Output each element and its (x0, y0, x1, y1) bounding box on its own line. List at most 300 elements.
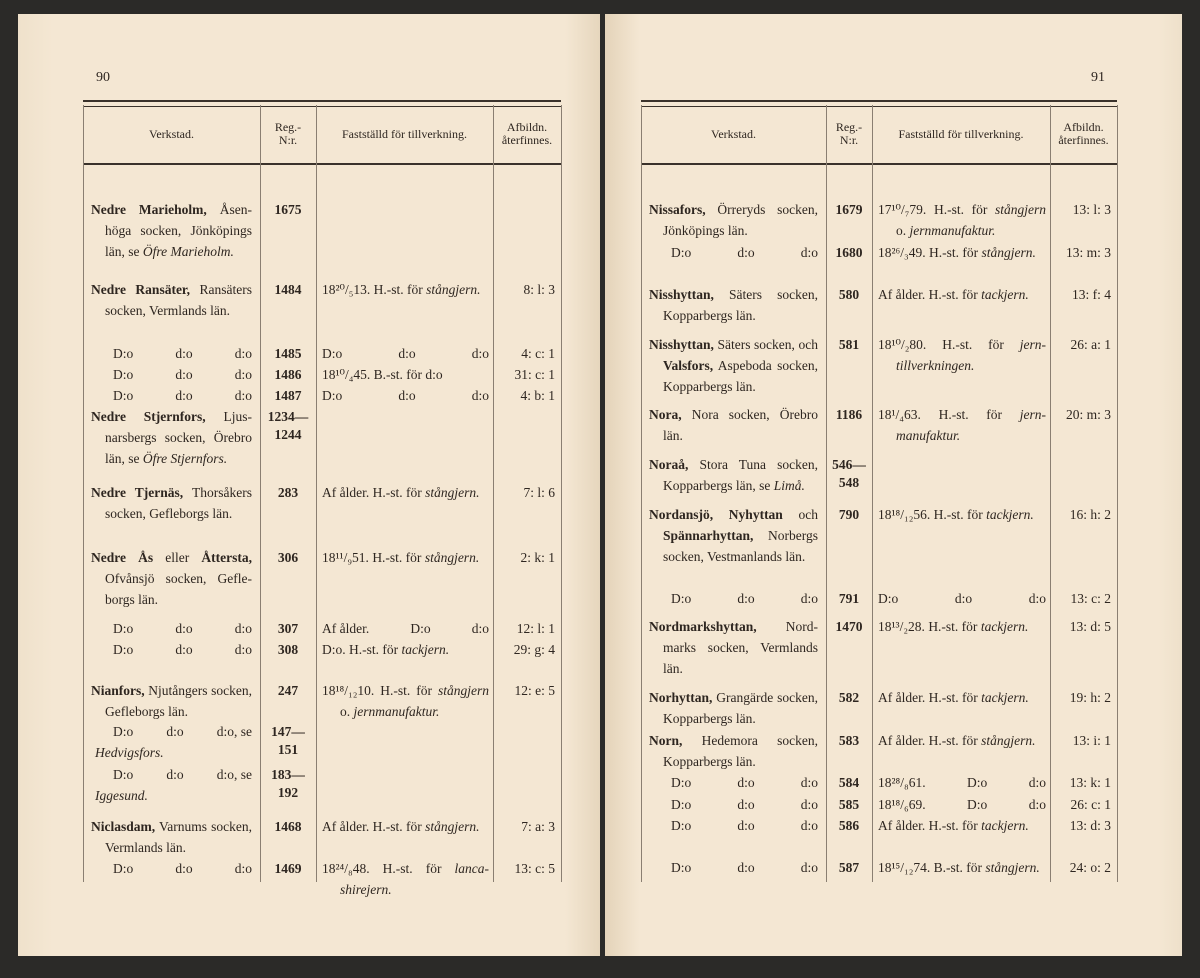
fastst-cell (322, 858, 489, 900)
header-bottom-rule (641, 163, 1117, 165)
product-text: jerntillverkningen. (896, 337, 1047, 373)
left-page (18, 14, 600, 956)
ditto-mark: d:o (800, 797, 818, 812)
location-text: Ljusnarsbergs socken, Örebro län, se (105, 409, 252, 466)
ditto-mark: d:o (954, 591, 973, 606)
header-bottom-rule (83, 163, 561, 165)
fastst-cell (322, 385, 489, 406)
verkstad-text (91, 406, 252, 469)
stamp-type: o. (896, 223, 907, 238)
product-text: stångjern. (426, 282, 481, 297)
afbildn-ref: 2: k: 1 (520, 550, 555, 565)
ditto-mark: d:o (234, 388, 252, 403)
ditto-mark: d:o (234, 621, 252, 636)
column-header-fast: Fastställd för tillverkning. (898, 126, 1024, 141)
fastst-cell (878, 199, 1046, 241)
location-text: och (782, 507, 818, 522)
fastst-text (878, 242, 1046, 263)
stamp-type: H.-st. för (942, 337, 1004, 352)
location-text: Hedemora socken, Kopparbergs län. (663, 733, 818, 769)
verkstad-text (649, 687, 818, 729)
afbildn-ref: 7: l: 6 (523, 485, 555, 500)
ditto-mark: d:o (471, 346, 489, 361)
product-text: stångjern. (981, 733, 1036, 748)
fastst-text (322, 680, 489, 722)
date: Af ålder. (878, 733, 926, 748)
ditto-mark: d:o (471, 621, 489, 636)
verkstad-cell (649, 772, 818, 793)
ditto-mark: d:o (234, 642, 252, 657)
reg-number: 1675 (274, 202, 302, 217)
register-table (641, 100, 1117, 882)
ditto-marks (91, 364, 252, 385)
location-text: Örreryds socken, Jönköpings län. (663, 202, 818, 238)
ditto-mark: D:o (113, 642, 134, 657)
location-text: Nordmarks socken, Vermlands län. (663, 619, 818, 676)
location-text: Ofvånsjö socken, Gefleborgs län. (105, 571, 252, 607)
date: 18²⁶/₃49. (878, 245, 926, 260)
column-header-fast: Fastställd för tillverkning. (342, 126, 467, 141)
works-name: Norhyttan, (649, 690, 713, 705)
see-reference: Iggesund. (95, 788, 148, 803)
product-text: stångjern (995, 202, 1047, 217)
location-text: Grangärde socken, Kopparbergs län. (663, 690, 818, 726)
ditto-mark: D:o (410, 621, 431, 636)
ditto-mark: d:o (737, 860, 755, 875)
fastst-text (322, 364, 489, 385)
stamp-type: H.-st. för (928, 619, 978, 634)
see-reference: Hedvigsfors. (95, 745, 164, 760)
stamp-type: H.-st. för (938, 407, 1003, 422)
ditto-mark: D:o (671, 818, 692, 833)
verkstad-cell (91, 764, 252, 806)
date: 17¹⁰/₇79. (878, 202, 927, 217)
ditto-marks (322, 343, 489, 364)
location-text: Nora socken, Örebro län. (663, 407, 818, 443)
fastst-text (322, 482, 489, 503)
verkstad-cell (649, 404, 818, 446)
column-header-verkstad: Verkstad. (711, 126, 756, 141)
fastst-text (322, 858, 489, 900)
ditto-marks (649, 815, 818, 836)
ditto-mark: d:o (175, 367, 193, 382)
product-text: jernmanufaktur. (896, 407, 1046, 443)
ditto-mark: d:o (166, 724, 184, 739)
verkstad-cell (91, 343, 252, 364)
ditto-mark: d:o (1028, 775, 1046, 790)
page-number: 90 (96, 70, 110, 85)
ditto-mark: d:o, se (216, 767, 252, 782)
afbildn-ref: 16: h: 2 (1069, 507, 1111, 522)
reg-number: 584 (838, 775, 860, 790)
ditto-mark: d:o (234, 346, 252, 361)
ditto-mark: D:o (967, 775, 988, 790)
afbildn-ref: 13: d: 3 (1069, 818, 1111, 833)
ditto-mark: d:o (1028, 591, 1046, 606)
column-divider (316, 105, 317, 882)
verkstad-cell (91, 816, 252, 858)
date: 18¹⁸/₆69. (878, 797, 926, 812)
location-text: Norbergs socken, Vestmanlands län. (663, 528, 818, 564)
product-text: stångjern. (425, 485, 480, 500)
ditto-marks (649, 772, 818, 793)
product-text: stångjern. (425, 819, 480, 834)
afbildn-ref: 13: f: 4 (1072, 287, 1111, 302)
ditto-mark: D:o (671, 591, 692, 606)
afbildn-ref: 13: k: 1 (1069, 775, 1111, 790)
afbildn-ref: 4: c: 1 (521, 346, 555, 361)
see-reference: Öfre Marieholm. (142, 244, 234, 259)
product-text: stångjern. (981, 245, 1036, 260)
verkstad-cell (91, 482, 252, 524)
verkstad-cell (91, 547, 252, 610)
stamp-type: B.-st. för d:o (373, 367, 443, 382)
reg-number: 1468 (274, 819, 302, 834)
product-text: tackjern. (980, 619, 1029, 634)
verkstad-cell (649, 199, 818, 241)
reg-number: 1485 (274, 346, 302, 361)
reg-number: 585 (838, 797, 860, 812)
afbildn-ref: 4: b: 1 (520, 388, 555, 403)
product-text: jernmanufaktur. (909, 223, 996, 238)
afbildn-ref: 13: i: 1 (1072, 733, 1111, 748)
reg-number: 1487 (274, 388, 302, 403)
verkstad-cell (91, 858, 252, 879)
location-text: Njutångers socken, Gefleborgs län. (105, 683, 252, 719)
fastst-text (878, 284, 1046, 305)
fastst-cell (878, 504, 1046, 525)
fastst-text (322, 639, 489, 660)
afbildn-ref: 13: l: 3 (1072, 202, 1111, 217)
date: Af ålder. (878, 690, 926, 705)
afbildn-ref: 13: c: 2 (1070, 591, 1111, 606)
reg-number: 582 (838, 690, 860, 705)
ditto-mark: d:o (800, 591, 818, 606)
verkstad-text (649, 199, 818, 241)
ditto-mark: D:o (113, 767, 134, 782)
reg-number: 283 (277, 485, 299, 500)
reg-number: 1679 (835, 202, 863, 217)
works-name: Nedre Ransäter, (91, 282, 191, 297)
fastst-cell (322, 680, 489, 722)
ditto-mark: d:o, se (216, 724, 252, 739)
reg-number: 247 (277, 683, 299, 698)
ditto-mark: d:o (737, 818, 755, 833)
afbildn-ref: 7: a: 3 (521, 819, 555, 834)
stamp-type: H.-st. för (928, 733, 978, 748)
location-text: Säters socken, Kopparbergs län. (663, 287, 818, 323)
fastst-cell (878, 242, 1046, 263)
verkstad-cell (649, 334, 818, 397)
reg-number: 1486 (274, 367, 302, 382)
afbildn-ref: 13: m: 3 (1065, 245, 1111, 260)
fastst-line (878, 772, 1046, 793)
fastst-text (878, 687, 1046, 708)
fastst-cell (878, 730, 1046, 751)
fastst-cell (322, 816, 489, 837)
fastst-cell (322, 364, 489, 385)
verkstad-text (649, 284, 818, 326)
stamp-type: H.-st. för (928, 690, 978, 705)
product-text: tackjern. (986, 507, 1034, 522)
ditto-mark: D:o (113, 621, 134, 636)
ditto-mark: d:o (398, 388, 416, 403)
see-reference: Limå. (773, 478, 805, 493)
reg-number: 583 (838, 733, 860, 748)
afbildn-ref: 29: g: 4 (513, 642, 555, 657)
ditto-mark: D:o (671, 775, 692, 790)
stamp-type: H.-st. för (372, 550, 422, 565)
works-name: Noraå, (649, 457, 689, 472)
verkstad-cell (649, 242, 818, 263)
verkstad-cell (649, 730, 818, 772)
fastst-cell (878, 404, 1046, 446)
right-page (605, 14, 1182, 956)
ditto-mark: D:o (113, 367, 134, 382)
verkstad-text (91, 279, 252, 321)
works-name: Nora, (649, 407, 682, 422)
works-name: Nianfors, (91, 683, 145, 698)
fastst-text (878, 616, 1046, 637)
see-reference: Öfre Stjernfors. (142, 451, 228, 466)
ditto-marks (322, 385, 489, 406)
date: 18¹¹/₉51. (322, 550, 369, 565)
afbildn-ref: 26: c: 1 (1070, 797, 1111, 812)
reg-number: 1469 (274, 861, 302, 876)
reg-number: 581 (838, 337, 860, 352)
ditto-mark: D:o (113, 861, 134, 876)
fastst-line (878, 794, 1046, 815)
ditto-marks (91, 385, 252, 406)
column-divider (83, 105, 84, 882)
location-text: Ransäters socken, Vermlands län. (105, 282, 252, 318)
date: 18²⁴/₈48. (322, 861, 370, 876)
column-header-reg: Reg.- N:r. (835, 120, 863, 147)
date: 18²⁸/₈61. (878, 775, 926, 790)
works-name: Nedre Ås (91, 550, 154, 565)
ditto-mark: d:o (800, 818, 818, 833)
fastst-cell (878, 857, 1046, 878)
ditto-marks (91, 721, 252, 742)
verkstad-cell (649, 687, 818, 729)
date: Af ålder. (322, 819, 370, 834)
verkstad-text (649, 404, 818, 446)
column-header-afb: Afbildn. återfinnes. (1058, 120, 1109, 147)
verkstad-cell (91, 364, 252, 385)
afbildn-ref: 31: c: 1 (514, 367, 555, 382)
column-divider (641, 105, 642, 882)
ditto-mark: D:o (671, 245, 692, 260)
product-text: stångjern. (985, 860, 1040, 875)
ditto-marks (91, 618, 252, 639)
verkstad-text (649, 730, 818, 772)
location-text: Aspeboda socken, Kopparbergs län. (663, 358, 818, 394)
ditto-mark: D:o (113, 346, 134, 361)
date: 18¹⁰/₂80. (878, 337, 927, 352)
reg-number: 308 (277, 642, 299, 657)
ditto-mark: d:o (800, 860, 818, 875)
afbildn-ref: 12: l: 1 (516, 621, 555, 636)
ditto-mark: d:o (800, 775, 818, 790)
works-name: Nisshyttan, (649, 287, 714, 302)
product-text: stångjern. (424, 550, 480, 565)
afbildn-ref: 13: c: 5 (514, 861, 555, 876)
fastst-text (878, 334, 1046, 376)
fastst-cell (878, 284, 1046, 305)
location-text: eller (153, 550, 202, 565)
afbildn-ref: 12: e: 5 (514, 683, 555, 698)
product-text: stångjern (438, 683, 490, 698)
fastst-text (322, 816, 489, 837)
location-text: Thorsåkers socken, Gefleborgs län. (105, 485, 252, 521)
date: 18¹⁰/₄45. (322, 367, 371, 382)
works-name: Nordmarkshyttan, (649, 619, 757, 634)
column-divider (1117, 105, 1118, 882)
reg-number: 587 (838, 860, 860, 875)
reg-number: 307 (277, 621, 299, 636)
location-text: Stora Tuna socken, Kopparbergs län, se (663, 457, 818, 493)
stamp-type: H.-st. för (372, 485, 422, 500)
fastst-text (878, 730, 1046, 751)
fastst-text (878, 404, 1046, 446)
date: 18²⁰/₅13. (322, 282, 371, 297)
ditto-mark: d:o (175, 388, 193, 403)
date: Af ålder. (322, 485, 370, 500)
ditto-mark: d:o (166, 767, 184, 782)
verkstad-cell (649, 588, 818, 609)
verkstad-cell (91, 618, 252, 639)
page-number: 91 (1091, 70, 1105, 85)
product-text: tackjern. (401, 642, 450, 657)
ditto-mark: d:o (175, 346, 193, 361)
ditto-marks (91, 858, 252, 879)
reg-number: 546— 548 (832, 457, 866, 490)
reg-number: 183— 192 (271, 767, 305, 800)
fastst-cell (322, 639, 489, 660)
stamp-type: H.-st. för (349, 642, 399, 657)
verkstad-cell (649, 857, 818, 878)
stamp-type: H.-st. för (380, 683, 433, 698)
fastst-cell (322, 343, 489, 364)
column-header-reg: Reg.- N:r. (274, 120, 302, 147)
fastst-cell (322, 279, 489, 300)
fastst-cell (878, 794, 1046, 815)
verkstad-cell (649, 504, 818, 567)
fastst-cell (878, 687, 1046, 708)
reg-number: 147— 151 (271, 724, 305, 757)
reg-number: 790 (838, 507, 860, 522)
reg-number: 586 (838, 818, 860, 833)
ditto-mark: d:o (737, 797, 755, 812)
ditto-marks (91, 639, 252, 660)
ditto-mark: d:o (800, 245, 818, 260)
verkstad-cell (91, 279, 252, 321)
reg-number: 306 (277, 550, 299, 565)
reg-number: 580 (838, 287, 860, 302)
date: Af ålder. (878, 287, 926, 302)
fastst-text (878, 199, 1046, 241)
works-name: Nedre Marieholm, (91, 202, 207, 217)
fastst-cell (322, 547, 489, 568)
column-divider (561, 105, 562, 882)
date: D:o. (322, 642, 346, 657)
fastst-text (878, 815, 1046, 836)
ditto-mark: d:o (175, 642, 193, 657)
reg-number: 1186 (835, 407, 863, 422)
afbildn-ref: 26: a: 1 (1070, 337, 1111, 352)
stamp-type: H.-st. för (928, 245, 979, 260)
afbildn-ref: 24: o: 2 (1069, 860, 1111, 875)
product-text: jernmanufaktur. (353, 704, 440, 719)
stamp-type: H.-st. för (933, 202, 988, 217)
afbildn-ref: 19: h: 2 (1069, 690, 1111, 705)
ditto-marks (649, 242, 818, 263)
verkstad-cell (91, 639, 252, 660)
afbildn-ref: 13: d: 5 (1069, 619, 1111, 634)
date: Af ålder. (878, 818, 926, 833)
stamp-type: B.-st. för (933, 860, 983, 875)
fastst-cell (878, 588, 1046, 609)
verkstad-cell (91, 385, 252, 406)
product-text: tackjern. (981, 690, 1029, 705)
location-text: Säters socken, och (713, 337, 818, 352)
ditto-mark: d:o (175, 621, 193, 636)
verkstad-cell (649, 616, 818, 679)
date: 18¹⁵/₁₂74. (878, 860, 931, 875)
stamp-type: H.-st. för (373, 282, 423, 297)
date: Af ålder. (322, 621, 370, 636)
ditto-mark: d:o (1028, 797, 1046, 812)
verkstad-cell (649, 454, 818, 496)
works-name: Norn, (649, 733, 683, 748)
fastst-cell (322, 482, 489, 503)
column-header-afb: Afbildn. återfinnes. (501, 120, 553, 147)
fastst-cell (878, 616, 1046, 637)
ditto-marks (878, 588, 1046, 609)
stamp-type: H.-st. för (933, 507, 983, 522)
ditto-marks (649, 794, 818, 815)
verkstad-text (91, 547, 252, 610)
ditto-mark: D:o (322, 346, 343, 361)
ditto-mark: D:o (878, 591, 899, 606)
fastst-text (878, 504, 1046, 525)
works-name: Åttersta, (201, 550, 253, 565)
verkstad-cell (649, 815, 818, 836)
date: 18¹⁸/₁₂56. (878, 507, 931, 522)
stamp-type: o. (340, 704, 351, 719)
stamp-type: H.-st. för (382, 861, 442, 876)
column-divider (826, 105, 827, 882)
ditto-marks (91, 343, 252, 364)
reg-number: 791 (838, 591, 860, 606)
ditto-mark: d:o (737, 591, 755, 606)
verkstad-cell (91, 721, 252, 763)
ditto-mark: D:o (671, 797, 692, 812)
stamp-type: H.-st. för (928, 818, 978, 833)
product-text: lancashirejern. (340, 861, 490, 897)
ditto-marks (649, 857, 818, 878)
location-text: Åsenhöga socken, Jönköpings län, se (105, 202, 252, 259)
works-name: Nissafors, (649, 202, 706, 217)
fastst-cell (878, 815, 1046, 836)
date: 18¹⁸/₁₂10. (322, 683, 375, 698)
date: 18¹/₄63. (878, 407, 921, 422)
verkstad-text (649, 334, 818, 397)
ditto-mark: d:o (737, 775, 755, 790)
verkstad-text (91, 680, 252, 722)
ditto-mark: D:o (113, 388, 134, 403)
works-name: Valsfors, (663, 358, 714, 373)
